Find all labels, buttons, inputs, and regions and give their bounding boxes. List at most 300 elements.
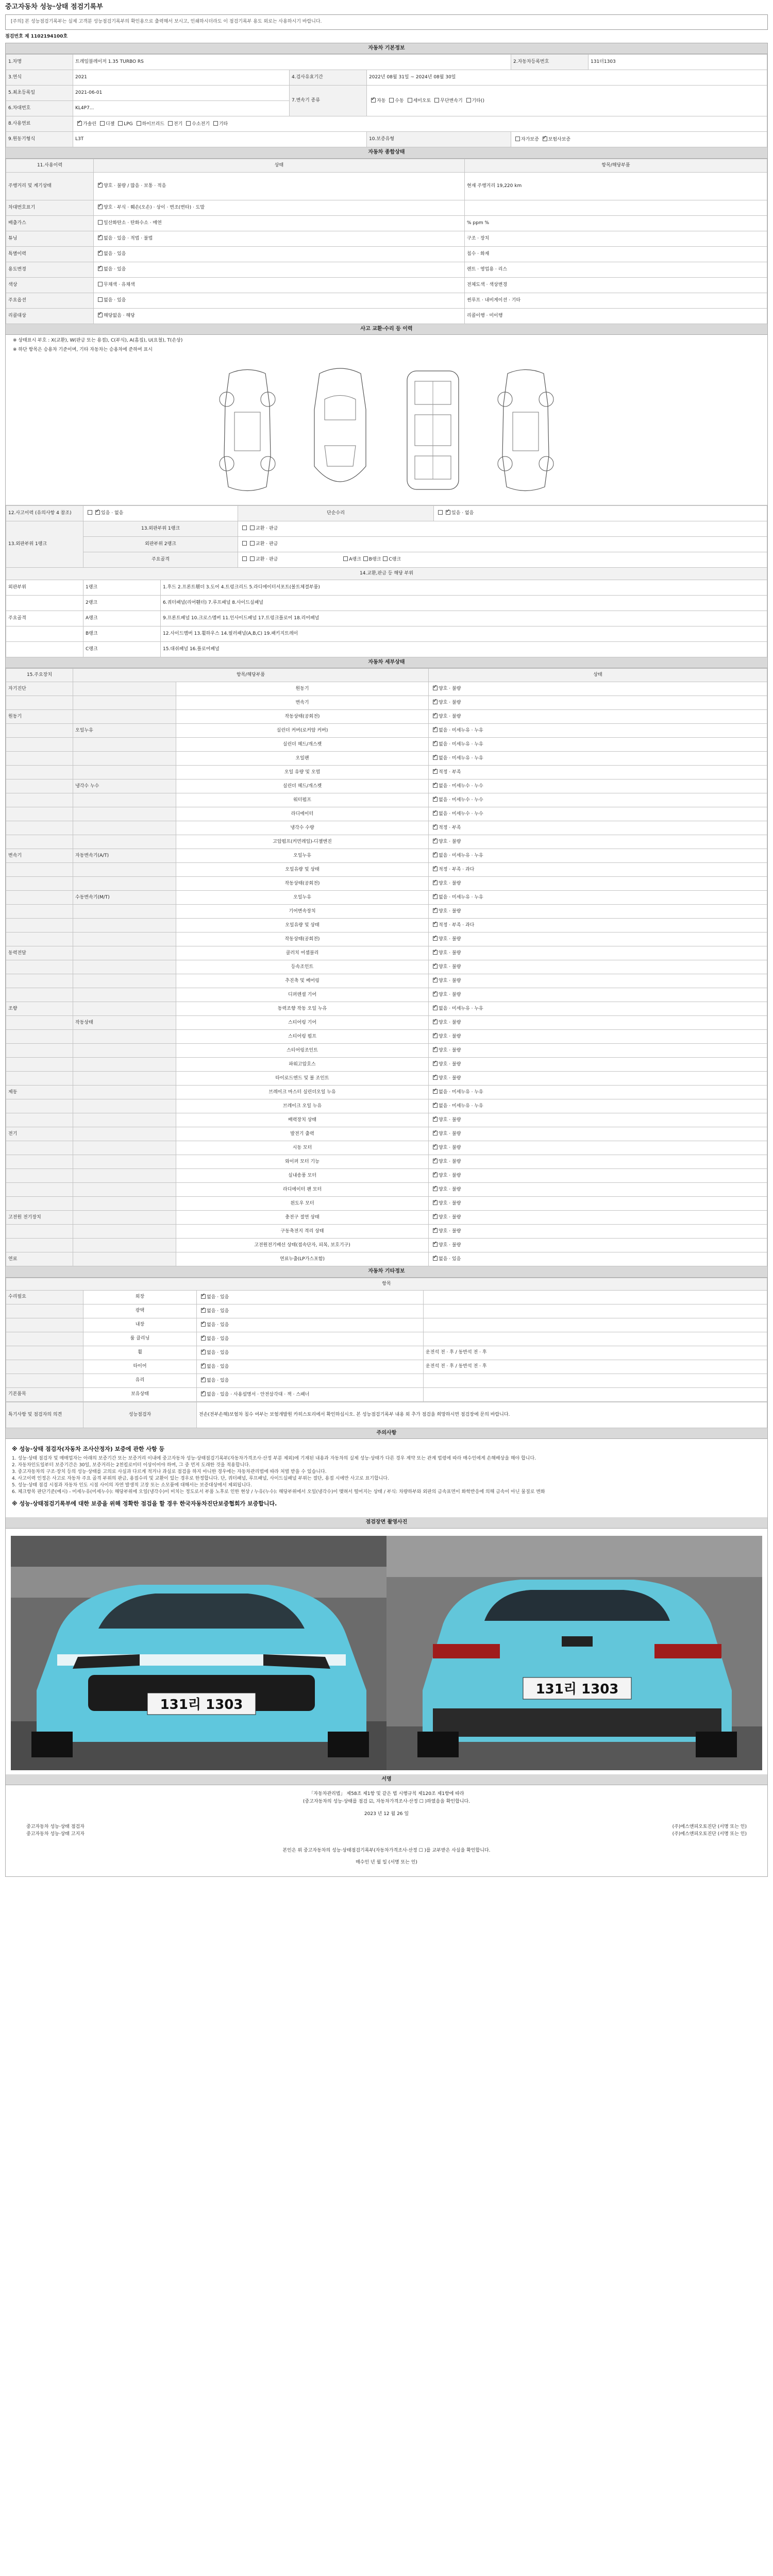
checkbox[interactable] <box>250 541 255 546</box>
parts-rank: B랭크 <box>83 626 161 641</box>
checkbox[interactable] <box>168 121 173 126</box>
detail-options: 양호 · 불량 <box>439 839 461 845</box>
checkbox[interactable] <box>433 686 438 690</box>
detail-state <box>429 1016 767 1030</box>
other-title: 자동차 기타정보 <box>6 1266 767 1278</box>
detail-state <box>429 1030 767 1044</box>
fuel-opt: 디젤 <box>105 121 115 127</box>
detail-item: 고전원전기배선 상태(접속단자, 피복, 보호기구) <box>176 1239 429 1252</box>
checkbox[interactable] <box>433 894 438 899</box>
detail-state <box>429 1155 767 1169</box>
detail-subgroup <box>73 1169 176 1183</box>
detail-state <box>429 766 767 779</box>
detail-row <box>6 682 767 696</box>
rank-a: A랭크 <box>349 557 361 563</box>
checkbox[interactable] <box>383 556 388 561</box>
checkbox[interactable] <box>433 839 438 843</box>
checkbox[interactable] <box>98 297 103 302</box>
other-extra <box>424 1290 767 1304</box>
detail-row <box>6 905 767 919</box>
parts-group <box>6 595 83 611</box>
detail-item: 오일유량 및 상태 <box>176 863 429 877</box>
detail-row <box>6 1225 767 1239</box>
general-state <box>94 200 465 215</box>
accident-label: 12.사고이력 (유의사항 4 참조) <box>6 505 83 521</box>
checkbox[interactable] <box>433 1256 438 1261</box>
checkbox[interactable] <box>343 556 348 561</box>
warranty-label: 10.보증유형 <box>367 132 511 147</box>
checkbox[interactable] <box>137 121 141 126</box>
detail-group <box>6 1058 73 1072</box>
checkbox[interactable] <box>433 769 438 774</box>
detail-options: 양호 · 불량 <box>439 1034 461 1040</box>
checkbox[interactable] <box>446 510 450 515</box>
detail-row <box>6 1183 767 1197</box>
other-row <box>6 1346 767 1360</box>
general-right: 구조 · 장치 <box>465 231 767 246</box>
checkbox[interactable] <box>433 880 438 885</box>
period-label: 4.검사유효기간 <box>290 70 367 86</box>
detail-item: 발전기 출력 <box>176 1127 429 1141</box>
checkbox[interactable] <box>433 964 438 969</box>
detail-row <box>6 919 767 933</box>
rear-plate-text: 131리 1303 <box>535 1681 619 1697</box>
detail-group: 변속기 <box>6 849 73 863</box>
checkbox[interactable] <box>515 137 520 141</box>
other-group: 기본품목 <box>6 1387 83 1401</box>
detail-state <box>429 891 767 905</box>
detail-group <box>6 988 73 1002</box>
sign-line: 「자동차관리법」 제58조 제1항 및 같은 법 시행규칙 제120조 제1항에 따라 <box>309 1791 464 1797</box>
detail-options: 양호 · 불량 <box>439 1048 461 1054</box>
detail-group <box>6 877 73 891</box>
checkbox[interactable] <box>371 98 376 103</box>
checkbox[interactable] <box>433 727 438 732</box>
other-row <box>6 1304 767 1318</box>
detail-options: 없음 · 미세누유 · 누유 <box>439 756 483 761</box>
checkbox[interactable] <box>213 121 218 126</box>
detail-group <box>6 738 73 752</box>
detail-row <box>6 1016 767 1030</box>
checkbox[interactable] <box>466 98 471 103</box>
detail-state <box>429 682 767 696</box>
checkbox[interactable] <box>433 1131 438 1136</box>
detail-hdr: 상태 <box>429 669 767 682</box>
checkbox[interactable] <box>433 978 438 982</box>
checkbox[interactable] <box>201 1294 206 1299</box>
other-hdr: 항목 <box>6 1278 767 1290</box>
detail-row <box>6 1197 767 1211</box>
parts-rank: A랭크 <box>83 611 161 626</box>
other-group <box>6 1360 83 1374</box>
parts-list: 9.프론트패널 10.크로스멤버 11.인사이드패널 17.트렁크플로어 18.리어패널 <box>161 611 767 626</box>
detail-options: 양호 · 불량 <box>439 978 461 984</box>
detail-state <box>429 1099 767 1113</box>
detail-item: 스티어링 기어 <box>176 1016 429 1030</box>
gear-options <box>367 86 767 116</box>
detail-group <box>6 1169 73 1183</box>
general-options: 무채색 · 유채색 <box>104 282 135 288</box>
detail-item: 작동상태(공회전) <box>176 933 429 946</box>
checkbox[interactable] <box>88 510 92 515</box>
checkbox[interactable] <box>201 1350 206 1354</box>
car-side-left-diagram <box>209 363 286 497</box>
checkbox[interactable] <box>433 797 438 802</box>
basic-info-table <box>6 54 767 147</box>
detail-options: 양호 · 불량 <box>439 1229 461 1234</box>
detail-group <box>6 1044 73 1058</box>
checkbox[interactable] <box>433 1075 438 1080</box>
other-state <box>197 1387 424 1401</box>
checkbox[interactable] <box>201 1364 206 1368</box>
checkbox[interactable] <box>433 936 438 941</box>
detail-group <box>6 1113 73 1127</box>
frame-options <box>238 552 767 567</box>
detail-state <box>429 779 767 793</box>
other-extra <box>424 1304 767 1318</box>
checkbox[interactable] <box>433 825 438 829</box>
checkbox[interactable] <box>100 121 105 126</box>
detail-group: 연료 <box>6 1252 73 1266</box>
detail-group <box>6 919 73 933</box>
detail-item: 오일누유 <box>176 849 429 863</box>
detail-item: 원동기 <box>176 682 429 696</box>
detail-options: 양호 · 불량 <box>439 951 461 956</box>
general-right: 리콜이행 · 미이행 <box>465 308 767 324</box>
detail-state <box>429 1239 767 1252</box>
detail-options: 양호 · 불량 <box>439 714 461 720</box>
damage-legend: ※ 상태표시 부호 : X(교환), W(판금 또는 용접), C(부식), A(흠집), U(요철), T(손상) <box>13 338 183 344</box>
detail-group <box>6 1225 73 1239</box>
general-state <box>94 215 465 231</box>
detail-subgroup <box>73 905 176 919</box>
detail-item: 구동축전지 격리 상태 <box>176 1225 429 1239</box>
general-state <box>94 262 465 277</box>
basic-info-title: 자동차 기본정보 <box>6 43 767 55</box>
checkbox[interactable] <box>433 908 438 913</box>
detail-options: 양호 · 불량 <box>439 1131 461 1137</box>
other-table <box>6 1278 767 1402</box>
detail-options: 적정 · 부족 <box>439 825 461 831</box>
detail-options: 없음 · 미세누수 · 누수 <box>439 798 483 803</box>
detail-subgroup <box>73 1086 176 1099</box>
fuel-opt: 수소전기 <box>192 121 210 127</box>
other-state <box>197 1346 424 1360</box>
detail-options: 양호 · 불량 <box>439 1187 461 1193</box>
checkbox[interactable] <box>433 714 438 718</box>
detail-row <box>6 1072 767 1086</box>
general-right: 침수 · 화재 <box>465 246 767 262</box>
detail-subgroup <box>73 1225 176 1239</box>
general-options: 없음 · 있음 <box>104 251 126 257</box>
detail-subgroup <box>73 863 176 877</box>
detail-options: 없음 · 미세누유 · 누유 <box>439 895 483 901</box>
detail-item: 실린더 커버(로커암 커버) <box>176 724 429 738</box>
parts-group: 외판부위 <box>6 580 83 595</box>
detail-subgroup <box>73 919 176 933</box>
checkbox[interactable] <box>433 1006 438 1010</box>
detail-state <box>429 1113 767 1127</box>
other-group <box>6 1346 83 1360</box>
checkbox[interactable] <box>77 121 82 126</box>
other-options: 없음 · 있음 · 사용설명서 · 안전삼각대 · 잭 · 스패너 <box>207 1392 310 1397</box>
detail-subgroup <box>73 1072 176 1086</box>
checkbox[interactable] <box>242 541 247 546</box>
detail-item: 브레이크 마스터 실린더오일 누유 <box>176 1086 429 1099</box>
note-item: 4. 사고이력 인정은 사고로 자동차 주요 골격 부위의 판금, 용접수리 및 교환이 있는 경우로 한정합니다. 단, 쿼터패널, 루프패널, 사이드실패널 부위는 절단, 용접 시에만 사고로 표기합니다. <box>12 1476 389 1482</box>
detail-item: 스티어링 펌프 <box>176 1030 429 1044</box>
checkbox[interactable] <box>438 510 443 515</box>
checkbox[interactable] <box>433 992 438 996</box>
warranty-options <box>511 132 767 147</box>
checkbox[interactable] <box>98 251 103 256</box>
detail-options: 없음 · 미세누유 · 누유 <box>439 853 483 859</box>
detail-row <box>6 946 767 960</box>
checkbox[interactable] <box>201 1322 206 1327</box>
detail-item: 파워고압호스 <box>176 1058 429 1072</box>
checkbox[interactable] <box>433 950 438 955</box>
detail-options: 양호 · 불량 <box>439 964 461 970</box>
other-options: 없음 · 있음 <box>207 1308 229 1314</box>
detail-options: 양호 · 불량 <box>439 937 461 942</box>
parts-rank: C랭크 <box>83 641 161 657</box>
general-options: 없음 · 있음 <box>104 298 126 303</box>
year-value: 2021 <box>73 70 290 86</box>
detail-options: 양호 · 불량 <box>439 1076 461 1081</box>
checkbox[interactable] <box>433 755 438 760</box>
detail-state <box>429 1044 767 1058</box>
note-item: 2. 자동차인도일부터 보증기간은 30일, 보증거리는 2천킬로미터 이상이어야 하며, 그 중 먼저 도래한 것을 적용합니다. <box>12 1463 250 1468</box>
checkbox[interactable] <box>433 1242 438 1247</box>
checkbox[interactable] <box>98 220 103 225</box>
detail-subgroup <box>73 1127 176 1141</box>
checkbox[interactable] <box>433 1033 438 1038</box>
sign-inspector-value: (주)에스앤피오토진단 (서명 또는 인) <box>672 1824 747 1829</box>
checkbox[interactable] <box>433 1228 438 1233</box>
detail-row <box>6 724 767 738</box>
detail-group <box>6 1099 73 1113</box>
detail-group <box>6 779 73 793</box>
checkbox[interactable] <box>433 783 438 788</box>
other-row <box>6 1290 767 1304</box>
checkbox[interactable] <box>433 922 438 927</box>
detail-options: 없음 · 미세누수 · 누수 <box>439 811 483 817</box>
other-options: 없음 · 있음 <box>207 1350 229 1355</box>
checkbox[interactable] <box>433 1173 438 1177</box>
detail-row <box>6 877 767 891</box>
sign-appraiser-label: 중고자동차 성능·상태 고지자 <box>26 1831 85 1837</box>
detail-group <box>6 766 73 779</box>
general-options: 양호 · 불량 / 많음 · 보통 · 적음 <box>104 183 166 189</box>
opinion-text: 전손(전부손해)보험차 침수 여부는 보험개발원 카히스토리에서 확인하십시오. 본 성능점검기록부 내용 외 추가 점검을 희망하시면 점검장에 문의 바랍니다. <box>197 1402 767 1428</box>
detail-group: 자기진단 <box>6 682 73 696</box>
general-state <box>94 231 465 246</box>
checkbox[interactable] <box>433 1103 438 1108</box>
sign-inspector-label: 중고자동차 성능·상태 점검자 <box>26 1824 85 1829</box>
general-state <box>94 172 465 200</box>
detail-item: 오일유량 및 상태 <box>176 919 429 933</box>
basic-info-section <box>5 43 768 1877</box>
detail-state <box>429 1141 767 1155</box>
parts-group <box>6 641 83 657</box>
general-label: 특별이력 <box>6 246 94 262</box>
detail-group <box>6 1030 73 1044</box>
detail-table <box>6 668 767 1266</box>
detail-options: 양호 · 불량 <box>439 700 461 706</box>
rank1-options <box>238 521 767 536</box>
checkbox[interactable] <box>242 556 247 561</box>
other-item: 외장 <box>83 1290 197 1304</box>
checkbox[interactable] <box>242 526 247 530</box>
checkbox[interactable] <box>186 121 191 126</box>
gear-label: 7.변속기 종류 <box>290 86 367 116</box>
sign-appraiser-row <box>6 1831 767 1838</box>
checkbox[interactable] <box>433 741 438 746</box>
detail-subgroup: 오일누유 <box>73 724 176 738</box>
motor-value: L3T <box>73 132 367 147</box>
detail-subgroup <box>73 1058 176 1072</box>
checkbox[interactable] <box>201 1308 206 1313</box>
detail-options: 적정 · 부족 <box>439 770 461 775</box>
outer-rank2: 외판부위 2랭크 <box>83 536 238 552</box>
detail-state <box>429 807 767 821</box>
checkbox[interactable] <box>118 121 123 126</box>
detail-subgroup <box>73 946 176 960</box>
detail-state <box>429 1072 767 1086</box>
detail-state <box>429 1252 767 1266</box>
checkbox[interactable] <box>389 98 394 103</box>
checkbox[interactable] <box>98 235 103 240</box>
checkbox[interactable] <box>98 313 103 317</box>
detail-row <box>6 863 767 877</box>
note-item: 6. 체크항목 판단기준(예시) - 미세누유(미세누수): 해당부위에 오일(냉각수)이 비치는 정도로서 부품 노후로 인한 현상 / 누유(누수): 해당부위에서 오일(냉각수)이 맺혀서 떨어지는 상태 / 부식: 차량하부와 외판의 금속표면이 화학반응에 의해 금속이 아닌 물질로 변화 <box>12 1489 545 1495</box>
detail-group <box>6 696 73 710</box>
detail-row <box>6 988 767 1002</box>
detail-row <box>6 1058 767 1072</box>
detail-options: 양호 · 불량 <box>439 686 461 692</box>
checkbox[interactable] <box>98 282 103 286</box>
sign-inspector-row <box>6 1823 767 1831</box>
general-right: 전체도색 · 색상변경 <box>465 277 767 293</box>
detail-item: 실내송풍 모터 <box>176 1169 429 1183</box>
checkbox[interactable] <box>433 853 438 857</box>
checkbox[interactable] <box>98 205 103 209</box>
detail-options: 양호 · 불량 <box>439 881 461 887</box>
detail-subgroup <box>73 752 176 766</box>
general-right: 썬루프 · 내비게이션 · 기타 <box>465 293 767 308</box>
checkbox[interactable] <box>433 1187 438 1191</box>
sign-block <box>6 1785 767 1876</box>
checkbox[interactable] <box>250 526 255 530</box>
detail-options: 없음 · 미세누수 · 누수 <box>439 784 483 789</box>
general-options: 없음 · 있음 <box>104 267 126 273</box>
general-label: 주행거리 및 계기상태 <box>6 172 94 200</box>
detail-group <box>6 793 73 807</box>
detail-options: 양호 · 불량 <box>439 1215 461 1221</box>
checkbox[interactable] <box>433 1047 438 1052</box>
sign-title: 서명 <box>6 1774 767 1786</box>
detail-item: 실린더 헤드/개스켓 <box>176 738 429 752</box>
other-row <box>6 1387 767 1401</box>
detail-subgroup <box>73 1252 176 1266</box>
checkbox[interactable] <box>201 1392 206 1396</box>
checkbox[interactable] <box>433 1089 438 1094</box>
detail-row <box>6 1002 767 1016</box>
detail-row <box>6 793 767 807</box>
checkbox[interactable] <box>433 1145 438 1149</box>
other-row <box>6 1374 767 1387</box>
parts-group <box>6 626 83 641</box>
detail-subgroup <box>73 682 176 696</box>
detail-item: 오일누유 <box>176 891 429 905</box>
detail-item: 등속조인트 <box>176 960 429 974</box>
gear-opt-semi: 세미오토 <box>413 98 431 104</box>
checkbox[interactable] <box>434 98 439 103</box>
car-diagram <box>6 356 767 505</box>
general-state <box>94 277 465 293</box>
detail-subgroup <box>73 1044 176 1058</box>
sign-date: 2023 년 12 월 26 일 <box>364 1811 409 1817</box>
checkbox[interactable] <box>363 556 368 561</box>
checkbox[interactable] <box>95 510 100 515</box>
checkbox[interactable] <box>433 1159 438 1163</box>
detail-row <box>6 1211 767 1225</box>
checkbox[interactable] <box>408 98 412 103</box>
detail-item: 변속기 <box>176 696 429 710</box>
accident-options <box>83 505 238 521</box>
car-name-value: 트레일블레이저 1.35 TURBO RS <box>73 55 511 70</box>
other-row <box>6 1360 767 1374</box>
checkbox[interactable] <box>433 1117 438 1122</box>
checkbox[interactable] <box>433 1214 438 1219</box>
sign-buyer-line: 매수인 년 월 일 (서명 또는 인) <box>356 1859 417 1865</box>
detail-item: 동력조향 작동 오일 누유 <box>176 1002 429 1016</box>
checkbox[interactable] <box>433 1020 438 1024</box>
detail-subgroup <box>73 738 176 752</box>
other-item: 타이어 <box>83 1360 197 1374</box>
detail-item: 실린더 헤드/개스켓 <box>176 779 429 793</box>
detail-item: 배력장치 상태 <box>176 1113 429 1127</box>
detail-state <box>429 1211 767 1225</box>
parts-rank: 2랭크 <box>83 595 161 611</box>
checkbox[interactable] <box>201 1336 206 1341</box>
checkbox[interactable] <box>543 137 547 141</box>
detail-item: 시동 모터 <box>176 1141 429 1155</box>
detail-row <box>6 779 767 793</box>
checkbox[interactable] <box>98 183 103 188</box>
checkbox[interactable] <box>433 1200 438 1205</box>
checkbox[interactable] <box>433 811 438 816</box>
detail-options: 양호 · 불량 <box>439 1117 461 1123</box>
checkbox[interactable] <box>433 1061 438 1066</box>
parts-subtitle: 14.교환,판금 등 해당 부위 <box>6 567 767 580</box>
detail-state <box>429 863 767 877</box>
checkbox[interactable] <box>201 1378 206 1382</box>
detail-state <box>429 905 767 919</box>
detail-row <box>6 766 767 779</box>
general-right <box>465 200 767 215</box>
checkbox[interactable] <box>250 556 255 561</box>
detail-state <box>429 738 767 752</box>
detail-subgroup <box>73 974 176 988</box>
detail-item: 작동상태(공회전) <box>176 877 429 891</box>
checkbox[interactable] <box>98 266 103 271</box>
checkbox[interactable] <box>433 700 438 704</box>
other-options: 없음 · 있음 <box>207 1336 229 1342</box>
detail-group <box>6 863 73 877</box>
detail-item: 브레이크 오일 누유 <box>176 1099 429 1113</box>
checkbox[interactable] <box>433 867 438 871</box>
